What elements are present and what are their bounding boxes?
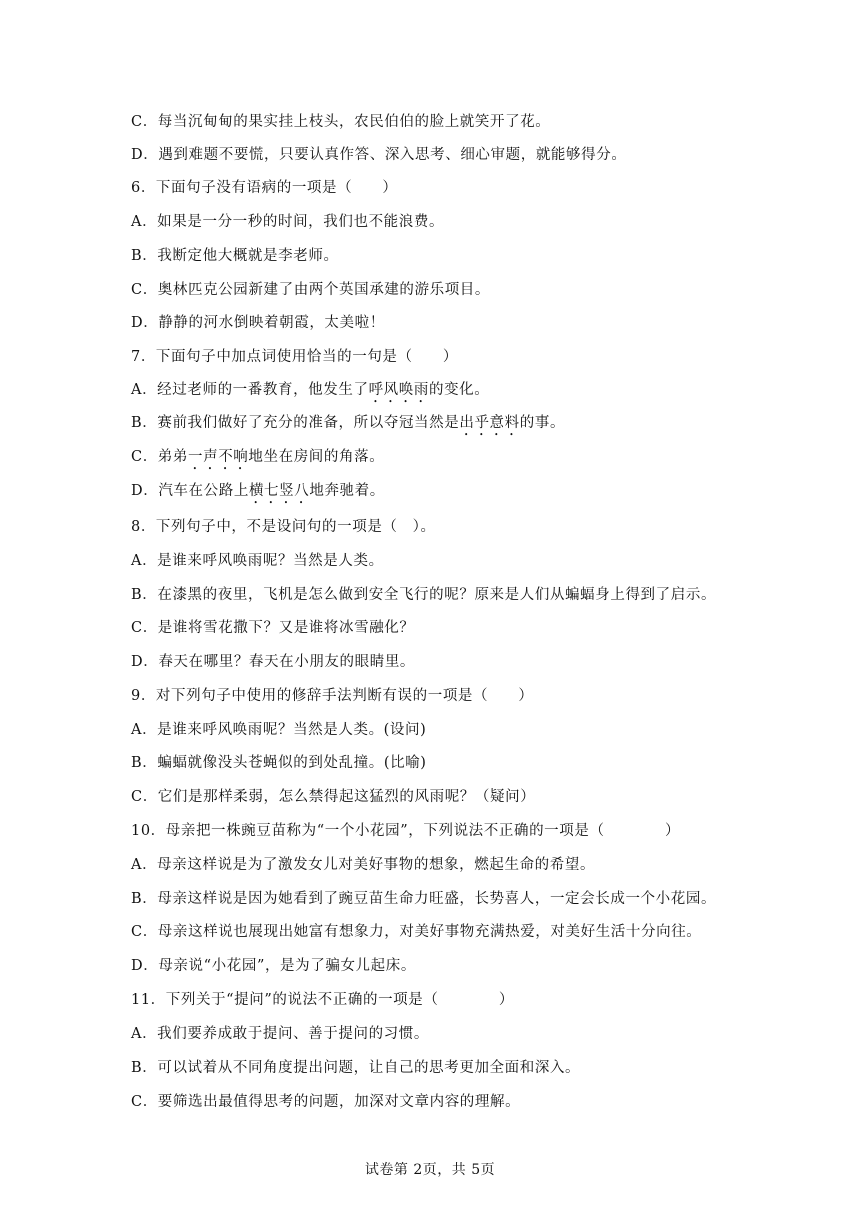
option-b-q10: B．母亲这样说是因为她看到了豌豆苗生命力旺盛，长势喜人，一定会长成一个小花园。	[131, 891, 717, 907]
option-c-q10: C．母亲这样说也展现出她富有想象力，对美好事物充满热爱，对美好生活十分向往。	[131, 924, 702, 940]
option-text: 的事。	[519, 415, 566, 431]
dotted-word: 横七竖八	[248, 483, 310, 499]
option-text: C．弟弟	[131, 449, 188, 465]
option-c-q6: C．奥林匹克公园新建了由两个英国承建的游乐项目。	[131, 282, 490, 298]
question-7: 7．下面句子中加点词使用恰当的一句是（ ）	[131, 349, 458, 365]
option-b-q7	[131, 413, 820, 433]
option-a-q7	[131, 380, 820, 400]
option-a-q9: A．是谁来呼风唤雨呢？当然是人类。(设问)	[131, 722, 427, 738]
dotted-word: 一声不响	[188, 449, 249, 465]
option-text: 地奔驰着。	[309, 483, 385, 499]
option-d-q10: D．母亲说“小花园”，是为了骗女儿起床。	[131, 958, 416, 974]
option-b-q6: B．我断定他大概就是李老师。	[131, 248, 339, 264]
option-d-q7	[131, 481, 820, 501]
option-c-q9: C．它们是那样柔弱，怎么禁得起这猛烈的风雨呢？（疑问）	[131, 789, 536, 805]
page-footer: 试卷第 2页，共 5页	[364, 1162, 496, 1178]
option-d-q6: D．静静的河水倒映着朝霞，太美啦！	[131, 315, 385, 331]
question-8: 8．下列句子中，不是设问句的一项是（ ）。	[131, 519, 436, 535]
option-a-q11: A．我们要养成敢于提问、善于提问的习惯。	[131, 1026, 429, 1042]
option-b-q11: B．可以试着从不同角度提出问题，让自己的思考更加全面和深入。	[131, 1060, 581, 1076]
option-d-q5: D．遇到难题不要慌，只要认真作答、深入思考、细心审题，就能够得分。	[131, 147, 627, 163]
option-text: A．经过老师的一番教育，他发生了	[131, 382, 369, 398]
option-a-q10: A．母亲这样说是为了激发女儿对美好事物的想象，燃起生命的希望。	[131, 857, 596, 873]
question-10: 10．母亲把一株豌豆苗称为“一个小花园”，下列说法不正确的一项是（ ）	[131, 823, 681, 839]
dotted-word: 呼风唤雨	[368, 382, 429, 398]
question-6: 6．下面句子没有语病的一项是（ ）	[131, 180, 398, 196]
option-a-q8: A．是谁来呼风唤雨呢？当然是人类。	[131, 553, 384, 569]
option-c-q7	[131, 447, 820, 467]
option-a-q6: A．如果是一分一秒的时间，我们也不能浪费。	[131, 214, 445, 230]
option-text: 地坐在房间的角落。	[248, 449, 385, 465]
question-9: 9．对下列句子中使用的修辞手法判断有误的一项是（ ）	[131, 688, 534, 704]
option-text: D．汽车在公路上	[131, 483, 249, 499]
option-c-q5: C．每当沉甸甸的果实挂上枝头，农民伯伯的脸上就笑开了花。	[131, 114, 551, 130]
option-b-q8: B．在漆黑的夜里，飞机是怎么做到安全飞行的呢？原来是人们从蝙蝠身上得到了启示。	[131, 587, 717, 603]
option-d-q8: D．春天在哪里？春天在小朋友的眼睛里。	[131, 654, 416, 670]
option-text: B．赛前我们做好了充分的准备，所以夺冠当然是	[131, 415, 460, 431]
option-b-q9: B．蝙蝠就像没头苍蝇似的到处乱撞。(比喻)	[131, 755, 427, 771]
option-text: 的变化。	[428, 382, 490, 398]
option-c-q11: C．要筛选出最值得思考的问题，加深对文章内容的理解。	[131, 1094, 521, 1110]
dotted-word: 出乎意料	[459, 415, 520, 431]
question-11: 11．下列关于“提问”的说法不正确的一项是（ ）	[131, 992, 514, 1008]
option-c-q8: C．是谁将雪花撒下？又是谁将冰雪融化？	[131, 620, 415, 636]
